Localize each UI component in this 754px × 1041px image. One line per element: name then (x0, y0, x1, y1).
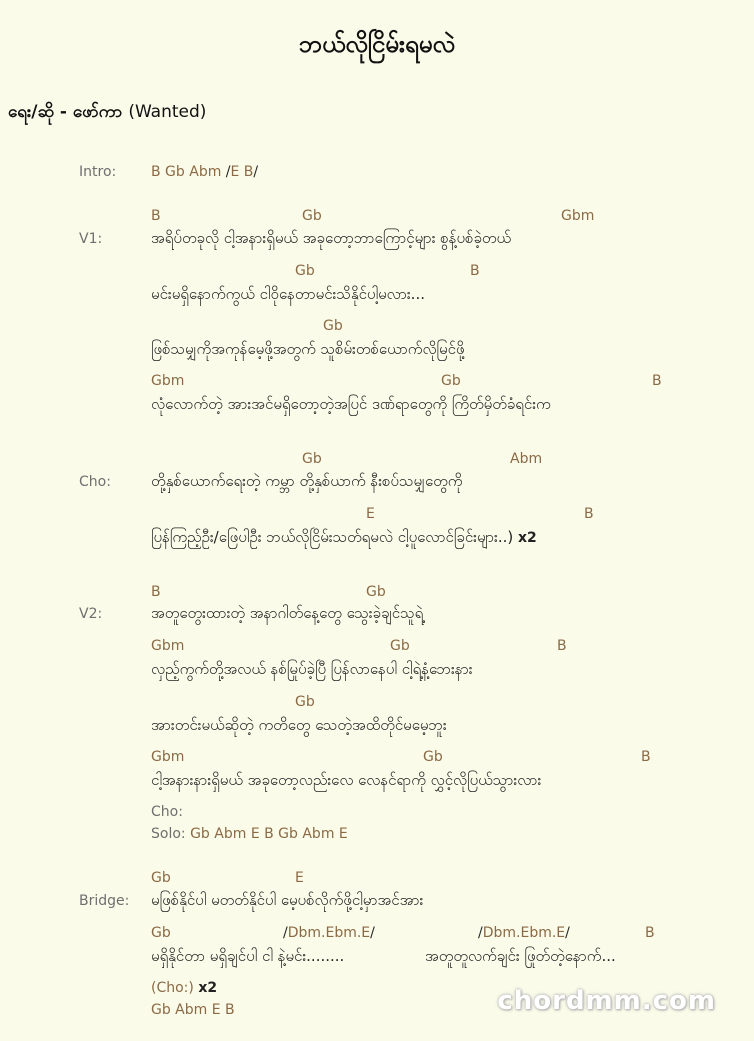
chord: Gbm (151, 638, 185, 654)
chord: Gb (151, 925, 171, 941)
chord: Gb (295, 263, 315, 279)
slash: / (283, 925, 288, 941)
solo-line (151, 826, 348, 842)
chord: Gbm (151, 749, 185, 765)
verse1-label: V1: (79, 231, 103, 247)
verse2-label: V2: (79, 606, 103, 622)
intro-chords (151, 164, 258, 180)
lyric-line: မရှိနိုင်တာ မရှိချင်ပါ ငါ နဲ့မင်း........ (151, 947, 345, 965)
song-title: ဘယ်လိုငြိမ်းရမလဲ (298, 30, 456, 58)
slash: / (565, 925, 570, 941)
bridge-label: Bridge: (79, 893, 130, 909)
lyric-line: မဖြစ်နိုင်ပါ မတတ်နိုင်ပါ မေ့ပစ်လိုက်ဖို့ငါ့မှာအင်အား (151, 891, 424, 909)
chord: Gbm (561, 208, 595, 224)
chorus-cue: Cho: (151, 804, 183, 820)
intro-label: Intro: (79, 164, 117, 180)
chord: Gb (441, 373, 461, 389)
chord: B (557, 638, 567, 654)
slash: / (225, 164, 231, 180)
chord: B (584, 506, 594, 522)
solo-chords: Gb Abm E B Gb Abm E (190, 826, 348, 842)
lyric-line: ငါ့အနားနားရှိမယ် အခုတော့လည်းလေ လေနင်ရာကို လွှင့်လိုပြယ်သွားလား (151, 771, 542, 789)
chord: B (641, 749, 651, 765)
chord: E B (230, 164, 254, 180)
lyric-line: အရိပ်တခုလို ငါ့အနားရှိမယ် အခုတော့ဘာကြောင့်များ စွန့်ပစ်ခဲ့တယ် (151, 229, 512, 247)
chord: E (366, 506, 375, 522)
chord: Gb (390, 638, 410, 654)
chord: Gb (323, 318, 343, 334)
lyric-text: ပြန်ကြည့်ဦး/ဖြေပါဦး ဘယ်လိုငြိမ်းသတ်ရမလဲ ငါ့ပူလောင်ခြင်းများ..) (151, 528, 514, 546)
solo-label: Solo: (151, 826, 186, 842)
lyric-line: မင်းမရှိနောက်ကွယ် ငါဝိုနေတာမင်းသိနိုင်ပါ့မလား... (151, 285, 425, 303)
lyric-line: အတူတူလက်ချင်း ဖြုတ်တဲ့နောက်... (425, 947, 616, 965)
chord: B (151, 584, 161, 600)
repeat-marker: x2 (198, 980, 218, 996)
chorus-cue: (Cho:) (151, 980, 194, 996)
chorus-label: Cho: (79, 474, 111, 490)
chord: B (470, 263, 480, 279)
chord: B Gb Abm (151, 164, 222, 180)
chord: B (151, 208, 161, 224)
chord: Gb (302, 208, 322, 224)
byline (8, 101, 206, 126)
chord: Gb (302, 451, 322, 467)
chord-group (478, 925, 570, 941)
end-chords: Gb Abm E B (151, 1002, 235, 1018)
lyric-line: ဖြစ်သမျှကိုအကုန်မေ့ဖို့အတွက် သူစိမ်းတစ်ယောက်လိုမြင်ဖို့ (151, 340, 465, 358)
lyric-line: တို့နှစ်ယောက်ရေးတဲ့ ကမ္ဘာ တို့နှစ်ယာက် နီးစပ်သမျှတွေကို (151, 472, 463, 490)
chord: Gb (295, 694, 315, 710)
chord: Gb (423, 749, 443, 765)
chord: Gb (151, 870, 171, 886)
lyric-line: အားတင်းမယ်ဆိုတဲ့ ကတိတွေ သေတဲ့အထိတိုင်မမေ့ဘူး (151, 716, 447, 734)
chord: Dbm.Ebm.E (287, 925, 371, 941)
chord: B (645, 925, 655, 941)
byline-note: (Wanted) (128, 102, 207, 122)
repeat-marker: x2 (518, 530, 537, 546)
slash: / (478, 925, 483, 941)
chord: Gbm (151, 373, 185, 389)
chord: Gb (366, 584, 386, 600)
slash: / (370, 925, 375, 941)
lyric-line: အတူတွေးထားတဲ့ အနာဂါတ်နေ့တွေ သွေးခဲ့ချင်သူရဲ့ (151, 604, 424, 622)
site-watermark: chordmm.com (497, 986, 716, 1016)
chord: E (295, 870, 304, 886)
chord: B (652, 373, 662, 389)
byline-text: ရေး/ဆို - ဖော်ကာ (8, 102, 123, 122)
chorus-repeat (151, 980, 217, 996)
slash: / (253, 164, 259, 180)
chord-group (283, 925, 375, 941)
lyric-line: လုံလောက်တဲ့ အားအင်မရှိတော့တဲ့အပြင် ဒဏ်ရာတွေကို ကြိတ်မှိတ်ခံရင်းက (151, 395, 551, 413)
lyric-line: လှည့်ကွက်တို့အလယ် နစ်မြုပ်ခဲ့ပြီ ပြန်လာနေပါ ငါ့ရဲ့နံ့ဘေးနား (151, 660, 473, 678)
chord: Abm (510, 451, 543, 467)
chord: Dbm.Ebm.E (482, 925, 566, 941)
lyric-line (151, 528, 537, 550)
